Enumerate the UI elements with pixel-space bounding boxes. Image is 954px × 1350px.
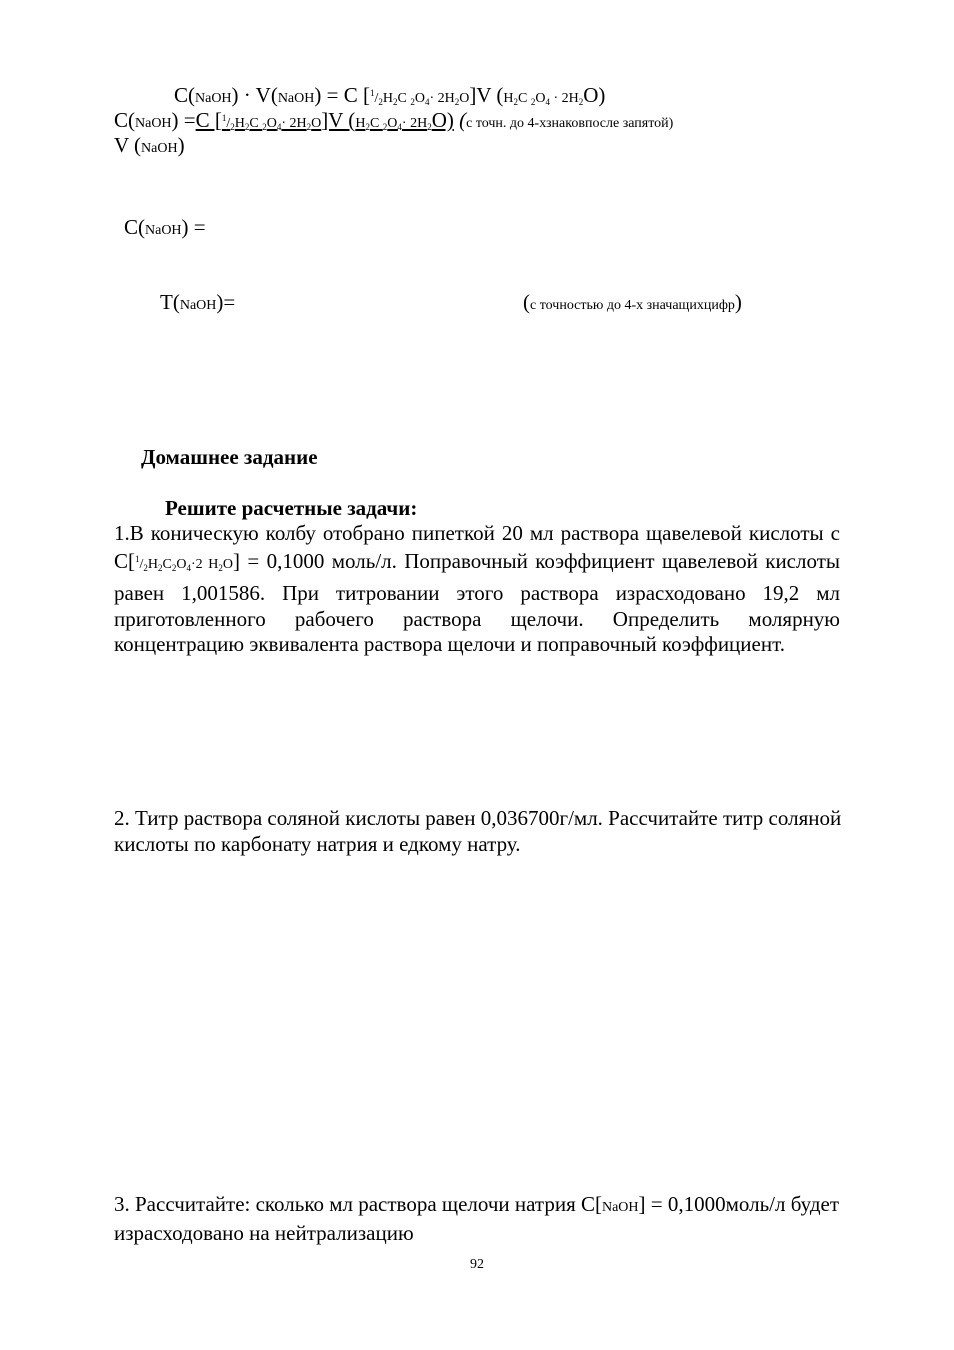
formula-text: ]V ( (321, 108, 356, 132)
problem-1 (114, 521, 840, 658)
formula-line-2 (114, 108, 673, 133)
formula-line-1 (174, 83, 605, 108)
problem-3 (114, 1192, 854, 1246)
formula-text: ) (177, 133, 185, 157)
c-naoh-answer-line (124, 215, 206, 240)
formula-text: с точностью до 4-х значащихцифр (530, 298, 735, 313)
formula-text: NaOH (179, 298, 217, 313)
formula-text: 2 (378, 97, 383, 107)
problem-text: ] = 0,1000моль/л будет израсходовано на нейтрализацию (114, 1192, 839, 1245)
task-heading: Решите расчетные задачи: (165, 496, 418, 520)
formula-text: 2 (158, 562, 163, 573)
page-number: 92 (470, 1257, 484, 1272)
formula-text: ·2 H (190, 556, 219, 572)
formula-text: · 2H (401, 116, 428, 131)
formula-text: O (176, 556, 187, 572)
formula-text: )= (216, 290, 236, 314)
formula-text: C (397, 91, 411, 106)
formula-text: NaOH (141, 141, 178, 156)
formula-text: 2 (427, 122, 432, 132)
formula-text: H (355, 116, 366, 131)
formula-text: ( (459, 108, 467, 132)
formula-text: 1 (221, 113, 227, 123)
formula-text: 4 (545, 97, 550, 107)
formula-text: 1 (135, 553, 140, 564)
formula-text: ]V ( (469, 83, 504, 107)
formula-text: 2 (218, 562, 223, 573)
formula-text: V ( (114, 133, 142, 157)
formula-text: 2 (410, 97, 415, 107)
formula-text: ( (523, 290, 530, 314)
formula-text: 2 (513, 97, 518, 107)
formula-text: C (369, 116, 383, 131)
t-naoh-answer-line (160, 290, 235, 315)
formula-text: C( (114, 108, 135, 132)
formula-text: O (311, 116, 322, 131)
formula-text: O (222, 556, 234, 572)
formula-text: C( (124, 215, 145, 239)
formula-text: C (518, 91, 531, 106)
formula-text: 2 (578, 97, 584, 107)
formula-text: ) = (181, 215, 206, 239)
formula-line-3 (114, 133, 185, 158)
formula-text: T( (160, 290, 180, 314)
formula-numerator (196, 108, 454, 132)
formula-text: 2 (244, 122, 250, 132)
formula-text: H (503, 91, 514, 106)
formula-text: / (226, 116, 231, 131)
problem-2: 2. Титр раствора соляной кислоты равен 0,036700г/мл. Рассчитайте титр соляной кислоты по карбонату натрия и едкому натру. (114, 806, 842, 856)
formula-text: 2 (230, 122, 235, 132)
formula-text: NaOH (195, 91, 232, 106)
formula-text: 2 (143, 562, 148, 573)
formula-text: ) · V( (231, 83, 278, 107)
formula-text: ) (734, 290, 742, 314)
formula-text: 2 (306, 122, 312, 132)
precision-hint: с точн. до 4-хзнаковпосле запятой) (466, 116, 674, 131)
formula-text: NaOH (135, 116, 172, 131)
precision-note (523, 290, 742, 315)
formula-text: 2 (262, 122, 267, 132)
formula-text: · 2H (549, 91, 579, 106)
homework-heading: Домашнее задание (141, 445, 318, 469)
problem-text: ] = 0,1000 моль/л. Поправочный коэффициент щавелевой кислоты равен 1,001586. При титровании этого раствора израсходовано 19,2 мл приготовленного рабочего раствора щелочи. Определить молярную концентрацию эквивалента раствора щелочи и поправочный коэффициент. (114, 548, 840, 656)
formula-text: O (266, 116, 277, 131)
formula-text: 4 (276, 122, 282, 132)
formula-text: H (382, 91, 393, 106)
formula-text: H (234, 116, 245, 131)
formula-text: NaOH (277, 91, 315, 106)
formula-text: ) = C [ (314, 83, 370, 107)
formula-text: 4 (397, 122, 402, 132)
formula-text: 2 (365, 122, 370, 132)
formula-text: O) (431, 108, 454, 132)
formula-text: O (535, 91, 546, 106)
problem-text: 1.В коническую колбу отобрано пипеткой 20 мл раствора щавелевой кислоты с C[ (114, 521, 840, 573)
formula-text: O (414, 91, 425, 106)
formula-text: 2 (530, 97, 536, 107)
formula-text: O (387, 116, 398, 131)
formula-text: C (162, 556, 172, 572)
formula-text: · 2H (429, 91, 455, 106)
formula-text: ) = (171, 108, 196, 132)
formula-text: O) (583, 83, 606, 107)
formula-text: 4 (424, 97, 430, 107)
formula-text: / (374, 91, 379, 106)
formula-text: NaOH (145, 223, 182, 238)
formula-text: C( (174, 83, 195, 107)
formula-text: 2 (454, 97, 460, 107)
formula-text: 2 (392, 97, 398, 107)
formula-text: 2 (171, 562, 177, 573)
formula-text: O (459, 91, 470, 106)
formula-text: / (139, 556, 144, 572)
formula-text: 1 (369, 88, 375, 98)
formula-text: 2 (382, 122, 388, 132)
formula-text: C (249, 116, 263, 131)
formula-text: C [ (195, 108, 222, 132)
formula-text: · 2H (281, 116, 307, 131)
problem-text: 3. Рассчитайте: сколько мл раствора щелочи натрия C[ (114, 1192, 602, 1216)
formula-text: 4 (186, 562, 191, 573)
formula-text: H (147, 556, 159, 572)
formula-text: NaOH (601, 1200, 639, 1215)
